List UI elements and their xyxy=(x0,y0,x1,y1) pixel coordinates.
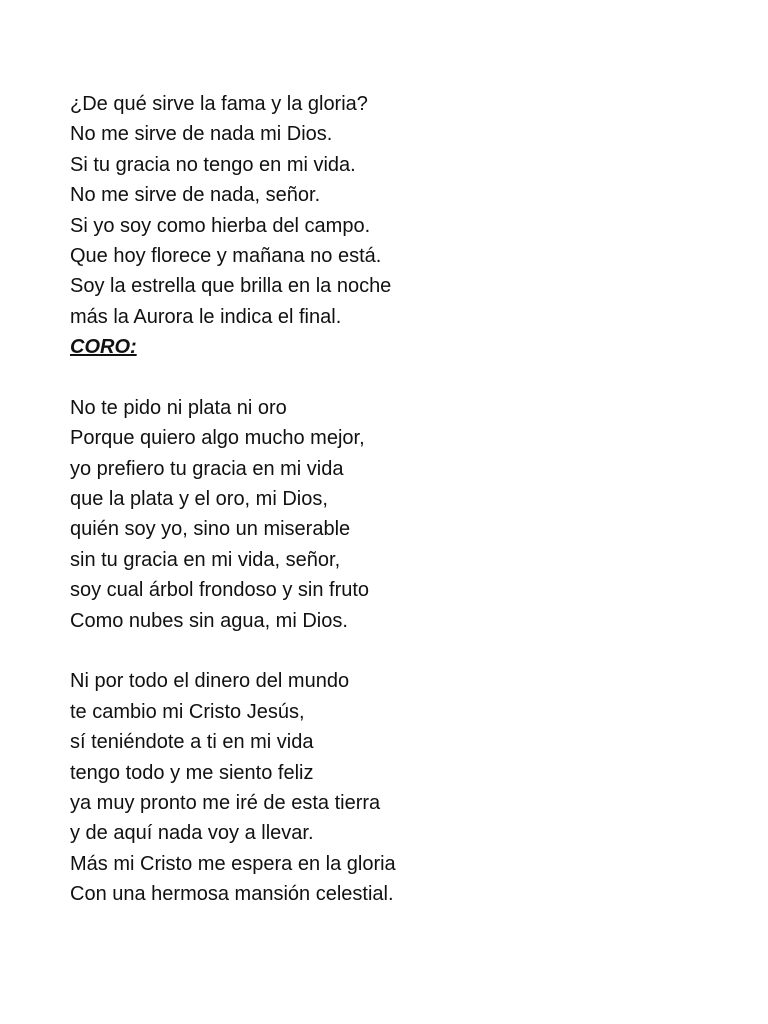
lyric-line: ya muy pronto me iré de esta tierra xyxy=(70,791,381,814)
lyric-line: que la plata y el oro, mi Dios, xyxy=(70,488,328,511)
stanza-spacer xyxy=(70,636,730,666)
lyric-line: No me sirve de nada mi Dios. xyxy=(70,123,333,146)
lyric-line: ¿De qué sirve la fama y la gloria? xyxy=(70,93,368,115)
stanza-1 xyxy=(70,89,730,332)
lyric-line: Que hoy florece y mañana no está. xyxy=(70,244,382,267)
lyric-line: y de aquí nada voy a llevar. xyxy=(70,822,314,845)
stanza-3 xyxy=(70,666,730,909)
lyric-line: Con una hermosa mansión celestial. xyxy=(70,883,394,906)
stanza-spacer xyxy=(70,363,730,393)
lyric-line: más la Aurora le indica el final. xyxy=(70,305,342,328)
lyric-line: tengo todo y me siento feliz xyxy=(70,761,314,784)
chorus-label: CORO: xyxy=(70,336,137,359)
lyric-line: Soy la estrella que brilla en la noche xyxy=(70,275,392,298)
lyric-line: quién soy yo, sino un miserable xyxy=(70,518,351,541)
lyric-line: sin tu gracia en mi vida, señor, xyxy=(70,548,341,571)
lyrics-page xyxy=(70,89,730,910)
lyric-line: Como nubes sin agua, mi Dios. xyxy=(70,609,348,632)
lyric-line: sí teniéndote a ti en mi vida xyxy=(70,731,314,754)
lyric-line: No me sirve de nada, señor. xyxy=(70,184,321,207)
lyric-line: yo prefiero tu gracia en mi vida xyxy=(70,457,344,480)
lyric-line: Ni por todo el dinero del mundo xyxy=(70,670,350,693)
lyric-line: te cambio mi Cristo Jesús, xyxy=(70,700,305,723)
lyric-line: Si yo soy como hierba del campo. xyxy=(70,214,371,237)
lyric-line: Si tu gracia no tengo en mi vida. xyxy=(70,153,356,176)
lyric-line: Más mi Cristo me espera en la gloria xyxy=(70,852,396,875)
stanza-2 xyxy=(70,393,730,636)
lyric-line: No te pido ni plata ni oro xyxy=(70,396,287,419)
lyric-line: Porque quiero algo mucho mejor, xyxy=(70,427,365,450)
lyric-line: soy cual árbol frondoso y sin fruto xyxy=(70,579,370,602)
